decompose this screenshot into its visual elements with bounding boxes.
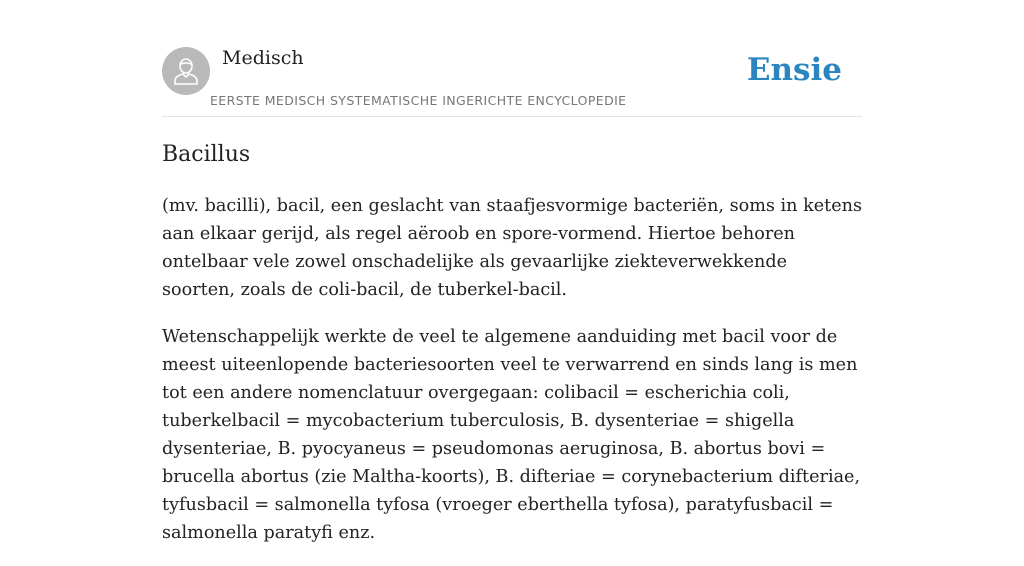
user-avatar-icon[interactable] [162, 47, 210, 95]
article-paragraph: (mv. bacilli), bacil, een geslacht van staafjesvormige bacteriën, soms in ketens aan elkaar gerijd, als regel aëroob en spore-vormend. Hiertoe behoren ontelbaar vele zowel onschadelijke als gevaarlijke ziekteverwekkende soorten, zoals de coli-bacil, de tuberkel-bacil. [162, 196, 863, 300]
article-title: Bacillus [162, 142, 251, 167]
publication-header [162, 46, 862, 117]
publication-subtitle: EERSTE MEDISCH SYSTEMATISCHE INGERICHTE ENCYCLOPEDIE [210, 93, 627, 108]
publication-name-link[interactable]: Medisch [222, 47, 304, 69]
article-body [162, 192, 864, 566]
article-paragraph: Wetenschappelijk werkte de veel te algemene aanduiding met bacil voor de meest uiteenlopende bacteriesoorten veel te verwarrend en sinds lang is men tot een andere nomenclatuur overgegaan: colibacil = escherichia coli, tuberkelbacil = mycobacterium tuberculosis, B. dysenteriae = shigella dysenteriae, B. pyocyaneus = pseudomonas aeruginosa, B. abortus bovi = brucella abortus (zie Maltha-koorts), B. difteriae = corynebacterium difteriae, tyfusbacil = salmonella tyfosa (vroeger eberthella tyfosa), paratyfusbacil = salmonella paratyfi enz. [162, 327, 861, 543]
ensie-logo[interactable]: Ensie [746, 52, 842, 88]
